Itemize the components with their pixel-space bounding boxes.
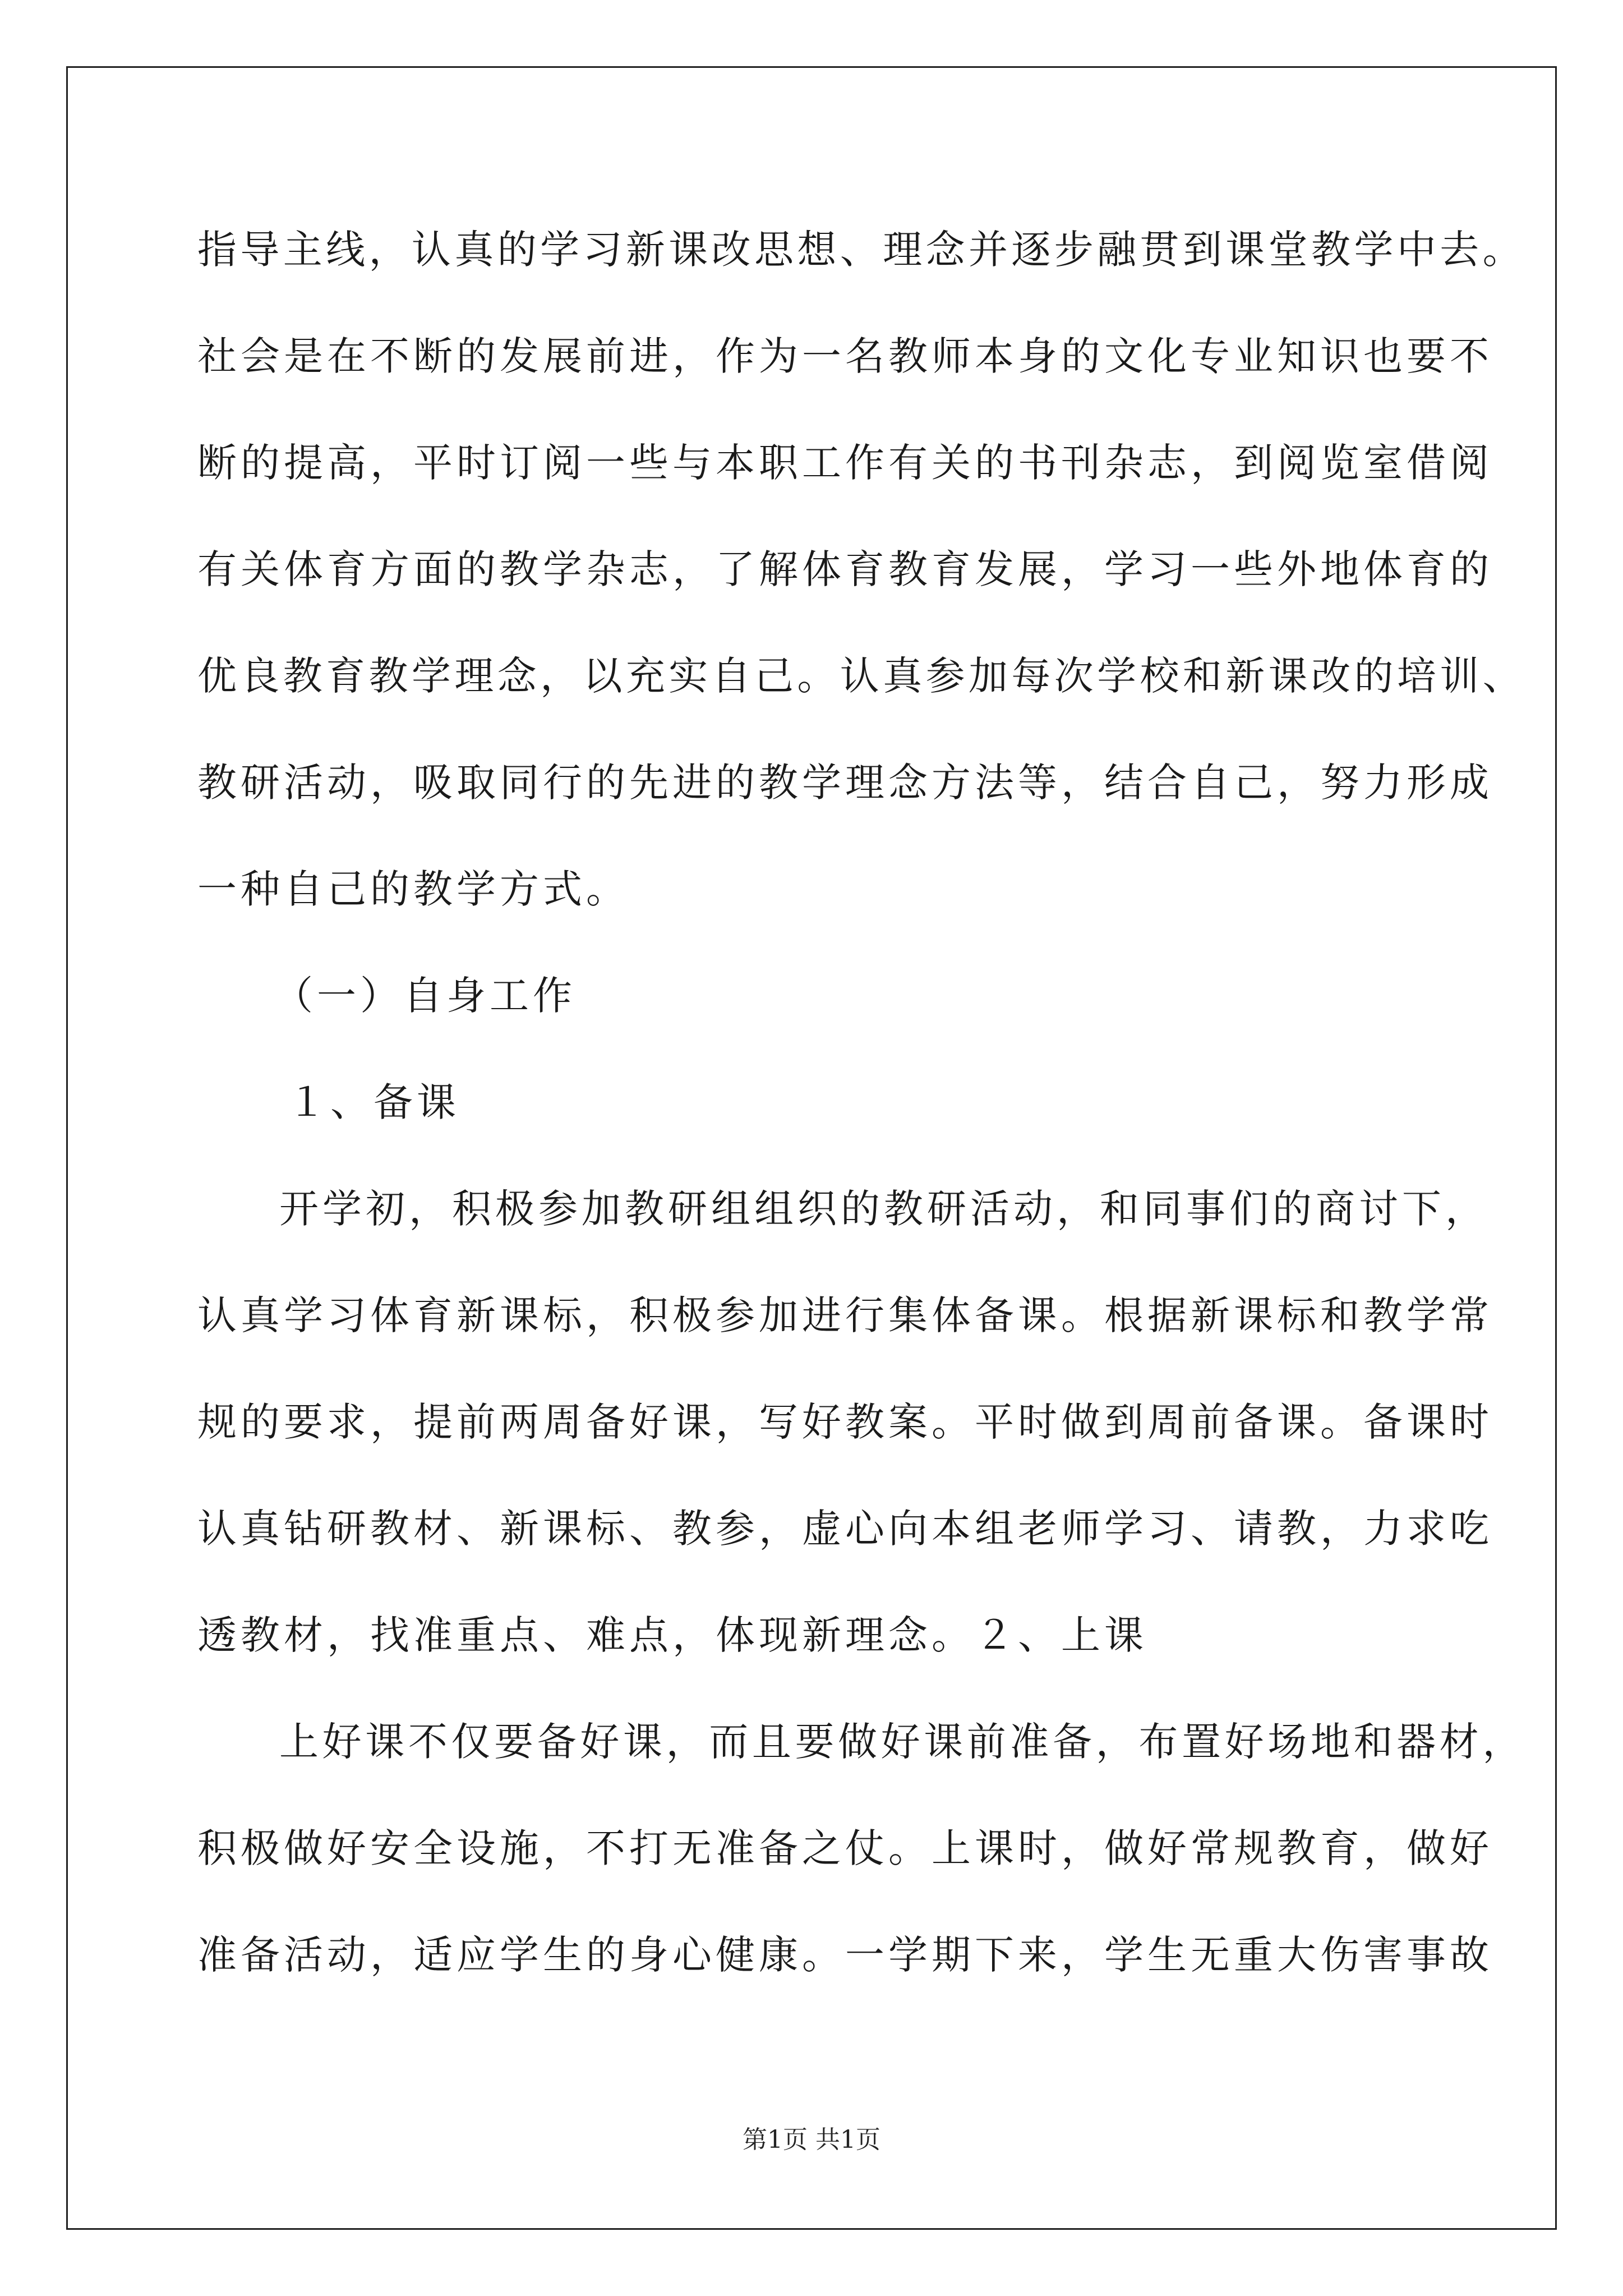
text-line: 断的提高，平时订阅一些与本职工作有关的书刊杂志，到阅览室借阅 — [197, 440, 1493, 486]
page-footer: 第1页 共1页 — [743, 2125, 880, 2154]
section-heading: （一）自身工作 — [274, 973, 576, 1019]
text-line: 有关体育方面的教学杂志，了解体育教育发展，学习一些外地体育的 — [197, 546, 1493, 592]
text-line: 一种自己的教学方式。 — [197, 866, 629, 912]
page-border — [66, 66, 1557, 2230]
text-line: 教研活动，吸取同行的先进的教学理念方法等，结合自己，努力形成 — [197, 760, 1493, 806]
text-line: 积极做好安全设施，不打无准备之仗。上课时，做好常规教育，做好 — [197, 1825, 1493, 1871]
text-line: 指导主线，认真的学习新课改思想、理念并逐步融贯到课堂教学中去。 — [197, 227, 1525, 273]
text-line: 认真钻研教材、新课标、教参，虚心向本组老师学习、请教，力求吃 — [197, 1506, 1493, 1552]
text-line: 透教材，找准重点、难点，体现新理念。２、上课 — [197, 1612, 1147, 1658]
text-line: 开学初，积极参加教研组组织的教研活动，和同事们的商讨下， — [279, 1186, 1488, 1232]
subsection-heading: １、备课 — [287, 1079, 460, 1125]
text-line: 认真学习体育新课标，积极参加进行集体备课。根据新课标和教学常 — [197, 1292, 1493, 1338]
text-line: 准备活动，适应学生的身心健康。一学期下来，学生无重大伤害事故 — [197, 1932, 1493, 1978]
text-line: 上好课不仅要备好课，而且要做好课前准备，布置好场地和器材， — [279, 1719, 1525, 1765]
text-line: 社会是在不断的发展前进，作为一名教师本身的文化专业知识也要不 — [197, 333, 1493, 379]
text-line: 规的要求，提前两周备好课，写好教案。平时做到周前备课。备课时 — [197, 1399, 1493, 1445]
text-line: 优良教育教学理念，以充实自己。认真参加每次学校和新课改的培训、 — [197, 653, 1525, 699]
